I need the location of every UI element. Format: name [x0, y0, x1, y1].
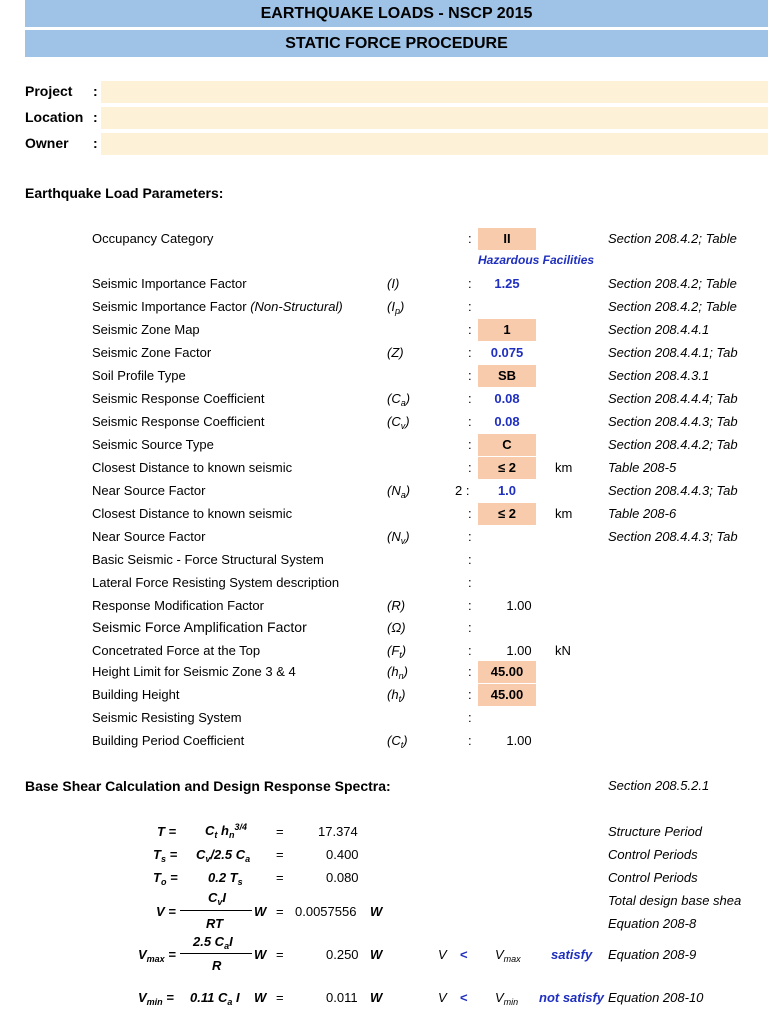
param-row-hn: Height Limit for Seismic Zone 3 & 4 $(h_n)$ : 45.00: [0, 661, 768, 683]
param-row-zone-factor: Seismic Zone Factor (Z) : 0.075 Section 208.4.4.1; Tab: [92, 345, 738, 360]
param-row-occupancy: Occupancy Category : II Section 208.4.2; Table: [0, 228, 768, 250]
param-label: Basic Seismic - Force Structural System: [92, 552, 324, 567]
eq-V-numerator: $C_vI$: [208, 890, 227, 907]
eq-To-ref: Control Periods: [608, 870, 698, 885]
eq-sign: =: [276, 847, 284, 862]
param-symbol: (Z): [387, 345, 404, 360]
base-shear-section-ref: Section 208.5.2.1: [608, 778, 710, 793]
eq-Vmin-lt: <: [460, 990, 468, 1005]
param-ref: Section 208.4.2; Table: [608, 231, 737, 246]
param-ref: Table 208-6: [608, 506, 677, 521]
param-ref: Table 208-5: [608, 460, 677, 475]
param-label: Seismic Force Amplification Factor: [92, 619, 307, 635]
param-value: 1.0: [497, 483, 517, 498]
eq-V-unit: W: [370, 904, 383, 919]
eq-Ts-symbol: $T_s$ =: [153, 847, 178, 864]
eq-Vmin-formula: 0.11 $C_a$ I: [190, 990, 240, 1007]
param-symbol: (R): [387, 598, 406, 613]
param-label: Building Height: [92, 687, 180, 702]
param-row-importance: Seismic Importance Factor (I) : 1.25 Section 208.4.2; Table: [92, 276, 737, 291]
param-value: SB: [497, 368, 517, 383]
param-symbol: (Ω): [387, 620, 406, 635]
param-symbol: $(F_t)$: [387, 643, 407, 660]
param-label: Near Source Factor: [92, 483, 206, 498]
param-label: Lateral Force Resisting System description: [92, 575, 340, 590]
param-symbol: $(I_p)$: [387, 299, 405, 316]
param-ref: Section 208.4.4.4; Tab: [608, 391, 738, 406]
param-symbol: $(C_t)$: [387, 733, 408, 750]
eq-sign: =: [276, 904, 284, 919]
eq-Ts-formula: $C_v/2.5$ $C_a$: [196, 847, 251, 864]
eq-V-symbol: V =: [156, 904, 176, 919]
page-subtitle: STATIC FORCE PROCEDURE: [25, 30, 768, 57]
param-value: ≤ 2: [498, 460, 516, 475]
param-label: Closest Distance to known seismic: [92, 460, 293, 475]
eq-sign: =: [276, 870, 284, 885]
eq-Vmax-fraction-line: [180, 953, 252, 954]
param-label: Seismic Resisting System: [92, 710, 242, 725]
param-value: 0.08: [494, 414, 520, 429]
param-row-omega: Seismic Force Amplification Factor (Ω) :: [92, 619, 472, 635]
base-shear-title: Base Shear Calculation and Design Response Spectra:: [25, 778, 391, 794]
param-row-na: [0, 480, 768, 502]
eq-Vmin-vlimit: $V_{min}$: [495, 990, 519, 1007]
param-ref: Section 208.4.4.1; Tab: [608, 345, 738, 360]
param-label: Height Limit for Seismic Zone 3 & 4: [92, 664, 296, 679]
eq-Vmax-lt: <: [460, 947, 468, 962]
eq-Vmin-w: W: [254, 990, 267, 1005]
eq-Vmax-symbol: $V_{max}$ =: [138, 947, 176, 964]
param-prefix: 2 :: [455, 483, 470, 498]
eq-Vmax-value: 0.250: [326, 947, 359, 962]
eq-Ts-ref: Control Periods: [608, 847, 698, 862]
param-row-r: Response Modification Factor (R) : 1.00: [0, 595, 768, 617]
param-label: Seismic Importance Factor: [92, 276, 247, 291]
eq-V-ref1: Total design base shea: [608, 893, 742, 908]
param-row-distance-a: Closest Distance to known seismic : ≤ 2 km Table 208-5: [0, 457, 768, 479]
param-symbol: $(N_v)$: [387, 529, 410, 546]
eq-Vmax-numerator: 2.5 $C_aI$: [193, 934, 233, 951]
eq-Vmax-status: satisfy: [551, 947, 593, 962]
param-symbol: $(C_v)$: [387, 414, 410, 431]
param-label: Response Modification Factor: [92, 598, 264, 613]
param-unit: km: [555, 460, 573, 475]
eq-Vmax-unit: W: [370, 947, 383, 962]
param-value: 1.00: [506, 643, 532, 658]
param-row-resisting: Seismic Resisting System :: [92, 710, 472, 725]
param-row-cv: Seismic Response Coefficient $(C_v)$ : 0.08 Section 208.4.4.3; Tab: [92, 414, 738, 431]
param-ref: Section 208.4.4.3; Tab: [608, 529, 738, 544]
eq-T-symbol: T =: [157, 824, 177, 839]
param-value: II: [503, 231, 511, 246]
eq-T-value: 17.374: [318, 824, 358, 839]
eq-Vmax-vlimit: $V_{max}$: [495, 947, 521, 964]
param-symbol: $(C_a)$: [387, 391, 411, 408]
param-ref: Section 208.4.2; Table: [608, 299, 737, 314]
param-label: Concetrated Force at the Top: [92, 643, 261, 658]
eq-Vmax-v: V: [438, 947, 447, 962]
location-colon: :: [93, 109, 98, 125]
eq-sign: =: [276, 824, 284, 839]
eq-To-value: 0.080: [326, 870, 359, 885]
param-row-source-type: Seismic Source Type : C Section 208.4.4.2; Tab: [0, 434, 768, 456]
owner-input[interactable]: [101, 133, 768, 155]
owner-label: Owner: [25, 135, 69, 151]
param-unit: kN: [555, 643, 571, 658]
project-label: Project: [25, 83, 73, 99]
eq-T-ref: Structure Period: [608, 824, 702, 839]
param-label: Building Period Coefficient: [92, 733, 245, 748]
eq-Vmin-status: not satisfy: [539, 990, 605, 1005]
param-unit: km: [555, 506, 573, 521]
param-label: Seismic Zone Factor: [92, 345, 212, 360]
param-label: Occupancy Category: [92, 231, 214, 246]
param-value: 1.00: [506, 598, 532, 613]
page-title: EARTHQUAKE LOADS - NSCP 2015: [25, 0, 768, 27]
location-label: Location: [25, 109, 84, 125]
occupancy-note: Hazardous Facilities: [478, 253, 595, 267]
param-ref: Section 208.4.4.2; Tab: [608, 437, 738, 452]
param-label: Soil Profile Type: [92, 368, 186, 383]
eq-Vmin-ref: Equation 208-10: [608, 990, 704, 1005]
eq-V-ref2: Equation 208-8: [608, 916, 697, 931]
param-row-ht: Building Height $(h_t)$ : 45.00: [0, 684, 768, 706]
param-label: Seismic Source Type: [92, 437, 214, 452]
eq-Vmax-w: W: [254, 947, 267, 962]
param-ref: Section 208.4.4.1: [608, 322, 710, 337]
param-value: 1.25: [494, 276, 520, 291]
param-label: Seismic Response Coefficient: [92, 414, 265, 429]
param-ref: Section 208.4.4.3; Tab: [608, 414, 738, 429]
param-value: 0.075: [490, 345, 524, 360]
owner-colon: :: [93, 135, 98, 151]
eq-To-symbol: $T_o$ =: [153, 870, 178, 887]
eq-sign: =: [276, 990, 284, 1005]
eq-V-denominator: RT: [206, 916, 224, 931]
location-input[interactable]: [101, 107, 768, 129]
param-value: 1: [503, 322, 511, 337]
eq-Ts-value: 0.400: [326, 847, 359, 862]
param-ref: Section 208.4.4.3; Tab: [608, 483, 738, 498]
param-ref: Section 208.4.3.1: [608, 368, 710, 383]
eq-Vmax-denominator: R: [212, 958, 222, 973]
param-symbol: $(h_n)$: [387, 664, 408, 681]
param-row-zone-map: Seismic Zone Map : 1 Section 208.4.4.1: [0, 319, 768, 341]
param-row-importance-ns: Seismic Importance Factor (Non-Structural) $(I_p)$ : Section 208.4.2; Table: [92, 299, 737, 316]
project-colon: :: [93, 83, 98, 99]
param-ref: Section 208.4.2; Table: [608, 276, 737, 291]
param-symbol: (I): [387, 276, 400, 291]
param-label: Seismic Response Coefficient: [92, 391, 265, 406]
param-label: Closest Distance to known seismic: [92, 506, 293, 521]
param-row-distance-v: Closest Distance to known seismic : ≤ 2 km Table 208-6: [0, 503, 768, 525]
param-value: 45.00: [490, 687, 524, 702]
project-input[interactable]: [101, 81, 768, 103]
param-row-ca: Seismic Response Coefficient $(C_a)$ : 0.08 Section 208.4.4.4; Tab: [92, 391, 738, 408]
param-label: Near Source Factor: [92, 529, 206, 544]
param-row-lateral-system: Lateral Force Resisting System description :: [92, 575, 472, 590]
param-row-basic-system: Basic Seismic - Force Structural System :: [92, 552, 472, 567]
param-value: 1.00: [506, 733, 532, 748]
param-symbol: $(h_t)$: [387, 687, 406, 704]
param-row-ft: Concetrated Force at the Top $(F_t)$ : 1.00 kN: [92, 643, 571, 660]
eq-V-value: 0.0057556: [295, 904, 357, 919]
param-value: ≤ 2: [498, 506, 516, 521]
params-section-title: Earthquake Load Parameters:: [25, 185, 224, 201]
param-label: Seismic Zone Map: [92, 322, 200, 337]
eq-Vmin-symbol: $V_{min}$ =: [138, 990, 174, 1007]
eq-T-formula: $C_t$ $h_n^{3/4}$: [205, 822, 247, 840]
eq-Vmax-ref: Equation 208-9: [608, 947, 697, 962]
eq-sign: =: [276, 947, 284, 962]
param-row-nv: Near Source Factor $(N_v)$ : Section 208.4.4.3; Tab: [92, 529, 738, 546]
eq-Vmin-value: 0.011: [326, 990, 358, 1005]
eq-To-formula: 0.2 $T_s$: [208, 870, 243, 887]
param-row-ct: Building Period Coefficient $(C_t)$ : 1.00: [0, 730, 768, 752]
param-value: 0.08: [494, 391, 520, 406]
param-label: Seismic Importance Factor (Non-Structural): [92, 299, 343, 314]
eq-Vmin-unit: W: [370, 990, 383, 1005]
param-symbol: $(N_a)$: [387, 483, 411, 500]
eq-Vmin-v: V: [438, 990, 447, 1005]
eq-V-w: W: [254, 904, 267, 919]
eq-V-fraction-line: [180, 910, 252, 911]
param-value: C: [502, 437, 512, 452]
param-value: 45.00: [490, 664, 524, 679]
param-row-soil: Soil Profile Type : SB Section 208.4.3.1: [0, 365, 768, 387]
